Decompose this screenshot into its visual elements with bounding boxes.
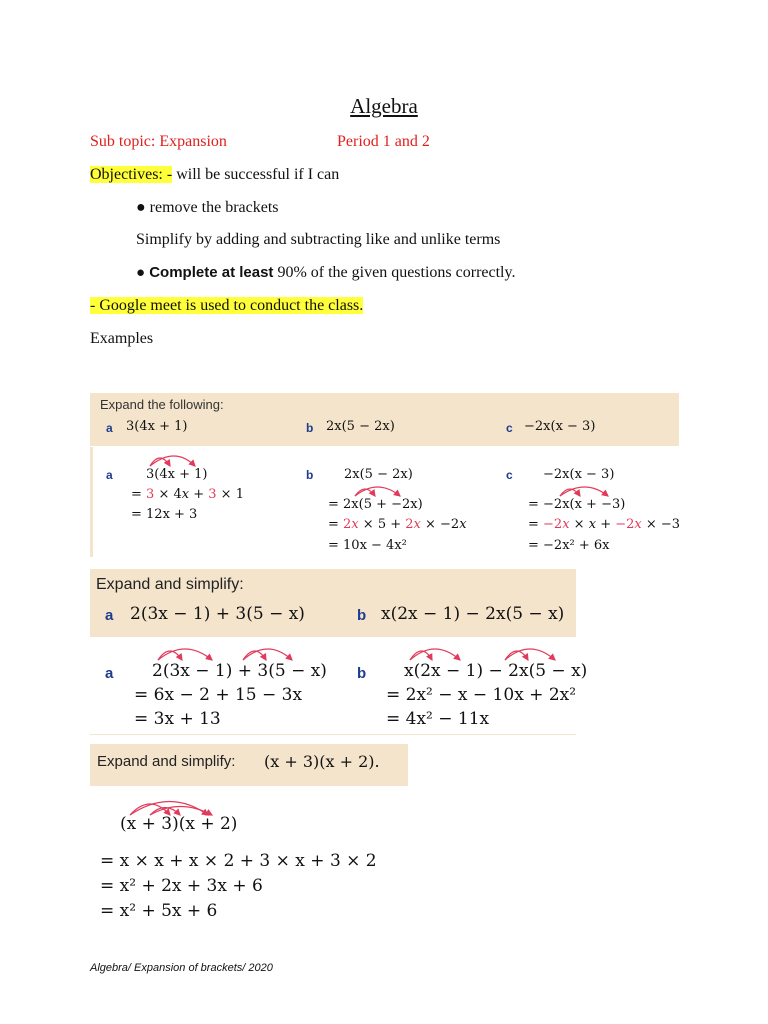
ex1-q-label-c: c: [506, 421, 513, 435]
ex1-s-a-line3: = 12x + 3: [131, 507, 198, 522]
ex2-q-expr-b: x(2x − 1) − 2x(5 − x): [381, 604, 565, 624]
ex2-s-a-line2: = 6x − 2 + 15 − 3x: [134, 685, 303, 705]
ex1-s-b-line2: = 2x(5 + −2x): [328, 497, 423, 512]
arrow-ex2a-4: [243, 649, 292, 660]
ex2-q-label-a: a: [105, 607, 114, 624]
ex1-s-label-a: a: [106, 468, 113, 482]
objectives-line: [90, 166, 339, 184]
objective-rest: 90% of the given questions correctly.: [273, 264, 516, 281]
arrow-ex3-2: [130, 802, 208, 816]
ex1-q-label-b: b: [306, 421, 314, 435]
example3-heading: Expand and simplify:: [97, 753, 236, 770]
objectives-text: will be successful if I can: [172, 166, 340, 183]
ex1-s-c-line1: −2x(x − 3): [543, 467, 615, 482]
ex1-s-label-b: b: [306, 468, 314, 482]
arrow-ex2a-1: [158, 651, 182, 660]
ex3-line1: (x + 3)(x + 2): [120, 814, 238, 834]
example2-divider: [90, 734, 576, 735]
arrow-ex2b-2: [410, 649, 460, 660]
objectives-label: Objectives: -: [90, 166, 173, 183]
example3-expr: (x + 3)(x + 2).: [264, 752, 380, 771]
arrow-ex2b-3: [505, 651, 528, 660]
arrow-ex2b-4: [505, 649, 555, 660]
ex1-q-expr-b: 2x(5 − 2x): [326, 419, 395, 434]
ex2-s-label-a: a: [105, 665, 114, 682]
subtopic: Sub topic: Expansion: [90, 133, 227, 150]
ex1-s-b-line1: 2x(5 − 2x): [344, 467, 413, 482]
arrow-ex2a-3: [243, 651, 266, 660]
arrow-ex2b-1: [410, 651, 432, 660]
ex1-s-b-line4: = 10x − 4x²: [328, 538, 407, 553]
ex1-s-c-line4: = −2x² + 6x: [528, 538, 610, 553]
ex1-s-a-line1: 3(4x + 1): [146, 467, 208, 482]
arrow-ex2a-2: [158, 649, 212, 660]
example2-heading: Expand and simplify:: [96, 576, 244, 593]
objective-bold: ● Complete at least: [136, 264, 274, 281]
ex1-q-expr-c: −2x(x − 3): [524, 419, 596, 434]
ex1-q-expr-a: 3(4x + 1): [126, 419, 188, 434]
ex2-s-a-line3: = 3x + 13: [134, 709, 221, 729]
objective-item-1: ● remove the brackets: [136, 199, 279, 216]
ex3-line3: = x² + 2x + 3x + 6: [100, 876, 263, 896]
ex2-q-label-b: b: [357, 607, 367, 624]
objective-item-2: Simplify by adding and subtracting like and unlike terms: [136, 231, 501, 248]
ex2-s-b-line1: x(2x − 1) − 2x(5 − x): [404, 661, 588, 681]
page-title: Algebra: [350, 94, 418, 118]
ex1-s-label-c: c: [506, 468, 513, 482]
ex1-s-b-line3: = 2x × 5 + 2x × −2x: [328, 517, 467, 532]
ex2-s-a-line1: 2(3x − 1) + 3(5 − x): [152, 661, 327, 681]
footer: Algebra/ Expansion of brackets/ 2020: [90, 962, 273, 974]
google-meet-note: [90, 297, 363, 315]
objective-item-3: [136, 264, 515, 282]
ex2-s-b-line3: = 4x² − 11x: [386, 709, 490, 729]
ex1-s-c-line3: = −2x × x + −2x × −3: [528, 517, 681, 532]
google-meet-text: - Google meet is used to conduct the class.: [90, 297, 364, 314]
examples-heading: Examples: [90, 330, 154, 347]
ex1-s-a-line2: = 3 × 4x + 3 × 1: [131, 487, 244, 502]
ex3-line4: = x² + 5x + 6: [100, 901, 218, 921]
example1-heading: Expand the following:: [100, 397, 224, 412]
ex1-q-label-a: a: [106, 421, 113, 435]
period: Period 1 and 2: [337, 133, 430, 150]
ex1-s-c-line2: = −2x(x + −3): [528, 497, 626, 512]
ex2-q-expr-a: 2(3x − 1) + 3(5 − x): [130, 604, 305, 624]
ex3-line2: = x × x + x × 2 + 3 × x + 3 × 2: [100, 851, 377, 871]
ex2-s-label-b: b: [357, 665, 367, 682]
ex2-s-b-line2: = 2x² − x − 10x + 2x²: [386, 685, 577, 705]
